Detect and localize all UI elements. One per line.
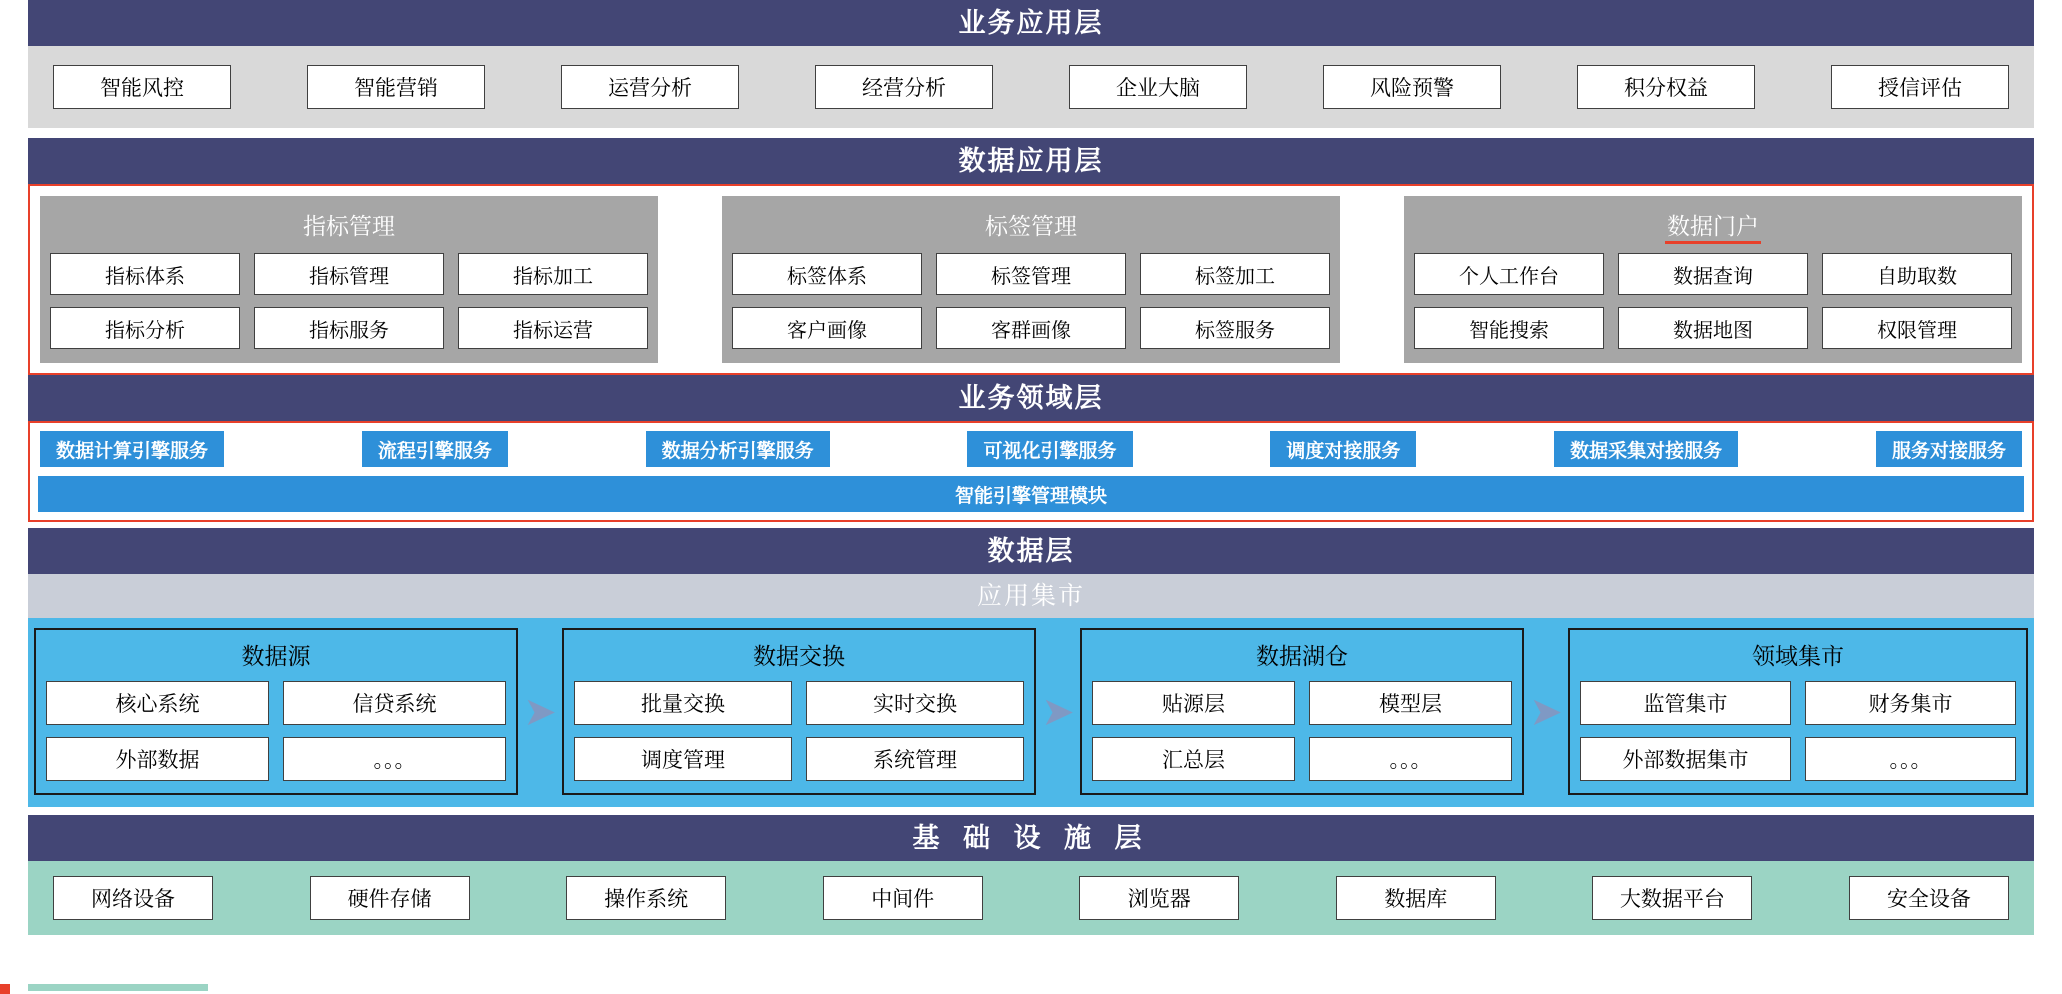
arrow-right-icon-2: ➤	[1041, 689, 1075, 734]
tag-chip-1[interactable]: 标签体系	[732, 253, 922, 295]
indicator-chip-5[interactable]: 指标服务	[254, 307, 444, 349]
group-title-data-portal: 数据门户	[1414, 208, 2012, 241]
infra-chip-7[interactable]: 大数据平台	[1592, 876, 1752, 920]
data-source-chip-3[interactable]: 外部数据	[46, 737, 269, 781]
biz-app-chip-3[interactable]: 运营分析	[561, 65, 739, 109]
pipeline-title-data-lakehouse: 数据湖仓	[1256, 643, 1348, 669]
domain-service-7[interactable]: 服务对接服务	[1876, 431, 2022, 467]
band-title-infrastructure: 基 础 设 施 层	[28, 815, 2034, 861]
biz-app-chip-1[interactable]: 智能风控	[53, 65, 231, 109]
engine-management-module[interactable]: 智能引擎管理模块	[38, 476, 2024, 512]
data-lakehouse-chip-1[interactable]: 贴源层	[1092, 681, 1295, 725]
data-exchange-chip-1[interactable]: 批量交换	[574, 681, 792, 725]
domain-service-4[interactable]: 可视化引擎服务	[967, 431, 1132, 467]
indicator-chip-6[interactable]: 指标运营	[458, 307, 648, 349]
portal-chip-5[interactable]: 数据地图	[1618, 307, 1808, 349]
domain-service-6[interactable]: 数据采集对接服务	[1554, 431, 1738, 467]
group-tag-management	[722, 196, 1340, 363]
data-layer-body	[28, 574, 2034, 807]
domain-service-5[interactable]: 调度对接服务	[1270, 431, 1416, 467]
data-exchange-chip-3[interactable]: 调度管理	[574, 737, 792, 781]
tag-chip-6[interactable]: 标签服务	[1140, 307, 1330, 349]
biz-app-chip-5[interactable]: 企业大脑	[1069, 65, 1247, 109]
infra-chip-1[interactable]: 网络设备	[53, 876, 213, 920]
business-domain-body	[28, 421, 2034, 522]
infra-chip-4[interactable]: 中间件	[823, 876, 983, 920]
infra-chip-5[interactable]: 浏览器	[1079, 876, 1239, 920]
biz-app-chip-4[interactable]: 经营分析	[815, 65, 993, 109]
domain-mart-chip-2[interactable]: 财务集市	[1805, 681, 2016, 725]
bottom-edge-strip	[0, 984, 2062, 994]
biz-app-chip-7[interactable]: 积分权益	[1577, 65, 1755, 109]
domain-mart-chip-1[interactable]: 监管集市	[1580, 681, 1791, 725]
data-source-chip-4[interactable]: 。。。	[283, 737, 506, 781]
data-lakehouse-chip-2[interactable]: 模型层	[1309, 681, 1512, 725]
indicator-chip-1[interactable]: 指标体系	[50, 253, 240, 295]
domain-service-3[interactable]: 数据分析引擎服务	[646, 431, 830, 467]
indicator-chip-3[interactable]: 指标加工	[458, 253, 648, 295]
pipeline-title-data-source: 数据源	[241, 643, 311, 669]
band-title-data-application: 数据应用层	[28, 138, 2034, 184]
app-market-band: 应用集市	[28, 574, 2034, 618]
portal-chip-3[interactable]: 自助取数	[1822, 253, 2012, 295]
portal-chip-6[interactable]: 权限管理	[1822, 307, 2012, 349]
portal-chip-4[interactable]: 智能搜索	[1414, 307, 1604, 349]
arrow-right-icon-3: ➤	[1529, 689, 1563, 734]
infra-chip-2[interactable]: 硬件存储	[310, 876, 470, 920]
infra-chip-8[interactable]: 安全设备	[1849, 876, 2009, 920]
portal-chip-1[interactable]: 个人工作台	[1414, 253, 1604, 295]
portal-chip-2[interactable]: 数据查询	[1618, 253, 1808, 295]
bottom-left-red-marker	[0, 984, 10, 994]
business-application-items	[28, 46, 2034, 128]
indicator-chip-4[interactable]: 指标分析	[50, 307, 240, 349]
group-title-tag-management: 标签管理	[985, 213, 1077, 239]
data-exchange-chip-2[interactable]: 实时交换	[806, 681, 1024, 725]
biz-app-chip-6[interactable]: 风险预警	[1323, 65, 1501, 109]
tag-chip-3[interactable]: 标签加工	[1140, 253, 1330, 295]
indicator-chip-2[interactable]: 指标管理	[254, 253, 444, 295]
data-exchange-chip-4[interactable]: 系统管理	[806, 737, 1024, 781]
tag-chip-4[interactable]: 客户画像	[732, 307, 922, 349]
data-lakehouse-chip-3[interactable]: 汇总层	[1092, 737, 1295, 781]
group-indicator-management	[40, 196, 658, 363]
band-title-data-layer: 数据层	[28, 528, 2034, 574]
tag-chip-2[interactable]: 标签管理	[936, 253, 1126, 295]
infra-chip-3[interactable]: 操作系统	[566, 876, 726, 920]
tag-chip-5[interactable]: 客群画像	[936, 307, 1126, 349]
biz-app-chip-2[interactable]: 智能营销	[307, 65, 485, 109]
group-data-portal	[1404, 196, 2022, 363]
infrastructure-items	[28, 861, 2034, 935]
band-title-business-application: 业务应用层	[28, 0, 2034, 46]
data-source-chip-1[interactable]: 核心系统	[46, 681, 269, 725]
pipeline-domain-mart	[1568, 628, 2028, 795]
bottom-teal-remnant	[28, 984, 208, 991]
pipeline-title-domain-mart: 领域集市	[1752, 643, 1844, 669]
group-title-indicator-management: 指标管理	[303, 213, 395, 239]
band-title-business-domain: 业务领域层	[28, 375, 2034, 421]
domain-mart-chip-4[interactable]: 。。。	[1805, 737, 2016, 781]
arrow-right-icon-1: ➤	[523, 689, 557, 734]
domain-mart-chip-3[interactable]: 外部数据集市	[1580, 737, 1791, 781]
pipeline-title-data-exchange: 数据交换	[753, 643, 845, 669]
pipeline-data-source	[34, 628, 518, 795]
domain-service-2[interactable]: 流程引擎服务	[362, 431, 508, 467]
pipeline-data-lakehouse	[1080, 628, 1524, 795]
pipeline-data-exchange	[562, 628, 1036, 795]
domain-service-1[interactable]: 数据计算引擎服务	[40, 431, 224, 467]
data-application-body	[28, 184, 2034, 375]
data-source-chip-2[interactable]: 信贷系统	[283, 681, 506, 725]
infra-chip-6[interactable]: 数据库	[1336, 876, 1496, 920]
biz-app-chip-8[interactable]: 授信评估	[1831, 65, 2009, 109]
data-lakehouse-chip-4[interactable]: 。。。	[1309, 737, 1512, 781]
